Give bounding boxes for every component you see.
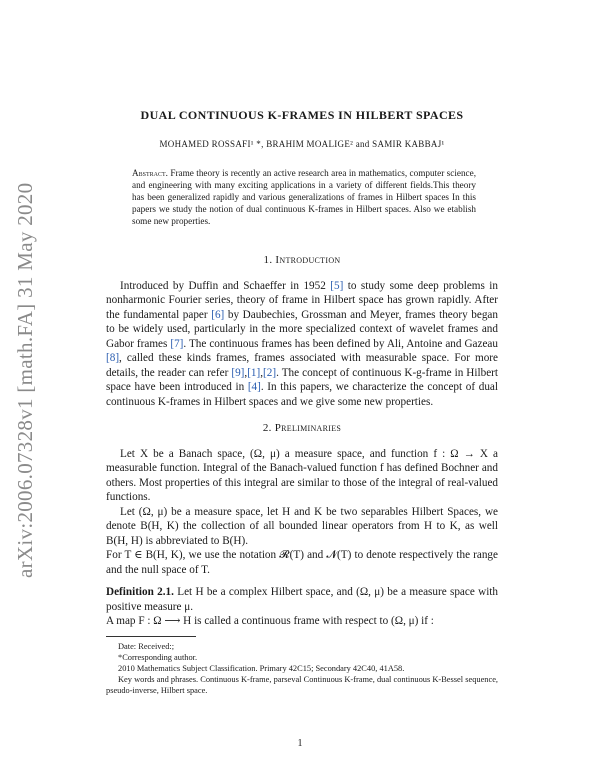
footnote-rule — [106, 636, 196, 637]
citation-7[interactable]: [7] — [170, 337, 184, 350]
definition-text: Let H be a complex Hilbert space, and (Ω, μ) be a measure space with positive measure μ. — [106, 586, 498, 613]
paper-page — [106, 108, 498, 629]
preliminaries-paragraph-3: For T ∈ B(H, K), we use the notation 𝓡(T) and 𝓝(T) to denote respectively the range and the null space of T. — [106, 549, 498, 576]
page-number: 1 — [297, 738, 303, 749]
footnote-msc: 2010 Mathematics Subject Classification. Primary 42C15; Secondary 42C40, 41A58. — [118, 664, 405, 673]
citation-6[interactable]: [6] — [211, 308, 225, 321]
preliminaries-paragraph-2: Let (Ω, μ) be a measure space, let H and K be two separables Hilbert Spaces, we denote B(H, K) the collection of all bounded linear operators from H to K, as well B(H, H) is abbreviated to B(H). — [106, 505, 498, 547]
definition-continuation: A map F : Ω ⟶ H is called a continuous frame with respect to (Ω, μ) if : — [106, 615, 434, 627]
citation-9[interactable]: [9] — [231, 366, 245, 379]
author-list: MOHAMED ROSSAFI¹ *, BRAHIM MOALIGE² and SAMIR KABBAJ¹ — [159, 138, 445, 149]
citation-4[interactable]: [4] — [247, 381, 261, 393]
preliminaries-paragraph-1: Let X be a Banach space, (Ω, μ) a measure space, and function f : Ω → X a measurable function. Integral of the Banach-valued function f has defined Bochner and others. Most properties of this integral are similar to those of the integral of real-valued functions. — [106, 447, 498, 503]
footnotes — [106, 636, 498, 696]
definition-2-1 — [106, 585, 498, 614]
abstract — [132, 167, 476, 227]
definition-label: Definition 2.1. — [106, 586, 174, 598]
introduction-paragraph: Introduced by Duffin and Schaeffer in 1952 [5] to study some deep problems in nonharmonic Fourier series, theory of frame in Hilbert space has grown rapidly. After the fundamental paper [6] by Daubechies, Grossman and Meyer, frames theory began to be widely used, particularly in the more specialized context of wavelet frames and Gabor frames [7]. The continuous frames has been defined by Ali, Antoine and Gazeau [8], called these kinds frames, frames associated with measurable space. For more details, the reader can refer [9],[1],[2]. The concept of continuous K-g-frame in Hilbert space have been introduced in [4]. In this papers, we characterize the concept of dual continuous K-frames in Hilbert spaces and we give some new properties. — [106, 279, 498, 408]
footnote-keywords: Key words and phrases. Continuous K-frame, parseval Continuous K-frame, dual continuous K-Bessel sequence, pseudo-inverse, Hilbert space. — [106, 675, 498, 695]
citation-8[interactable]: [8] — [106, 352, 120, 364]
citation-5[interactable]: [5] — [330, 279, 344, 292]
section-heading-preliminaries: 2. Preliminaries — [262, 422, 342, 434]
citation-2[interactable]: [2] — [263, 366, 277, 379]
footnote-date: Date: Received:; — [118, 642, 175, 651]
paper-title: DUAL CONTINUOUS K-FRAMES IN HILBERT SPACES — [140, 108, 464, 122]
footnote-corresponding: *Corresponding author. — [118, 653, 198, 662]
abstract-text: Frame theory is recently an active research area in mathematics, computer science, and engineering with many exciting applications in a variety of different fields.This theory has been generalized rapidly and various generalizations of frames in Hilbert spaces In this papers we study the notion of dual continuous K-frames in Hilbert spaces. Also we etablish some new properties. — [132, 168, 476, 226]
citation-1[interactable]: [1] — [247, 366, 261, 379]
abstract-label: Abstract. — [132, 168, 168, 178]
section-heading-introduction: 1. Introduction — [263, 254, 341, 266]
arxiv-stamp: arXiv:2006.07328v1 [math.FA] 31 May 2020 — [13, 182, 37, 578]
